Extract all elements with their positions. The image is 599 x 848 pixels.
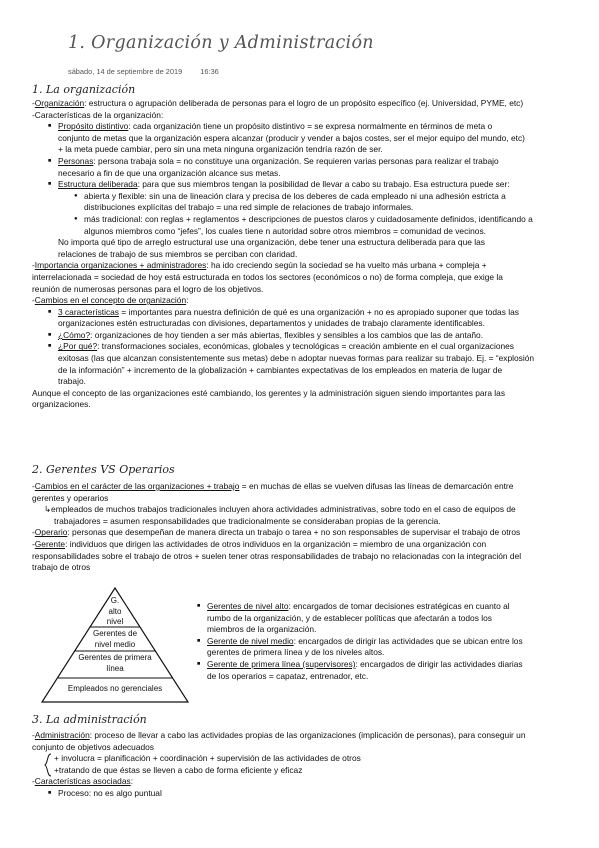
arrow-line <box>32 504 587 516</box>
org-definition: -Organización: estructura o agrupación deliberada de personas para el logro de un propósito específico (ej. Universidad, PYME, etc) <box>32 98 524 108</box>
op-text: : personas que desempeñan de manera directa un trabajo o tarea + no son responsables de supervisar el trabajo de otros <box>67 527 521 538</box>
caract-heading: -Características de la organización: <box>32 109 164 120</box>
ad-l2: conjunto de objetivos adecuados <box>32 741 154 752</box>
lv2-l2: gerentes de primera línea y de los niveles altos. <box>207 647 385 658</box>
changes-heading: -Cambios en el concepto de organización: <box>32 295 189 306</box>
brace-group <box>32 753 587 776</box>
section-heading-3: 3. La administración <box>32 713 147 726</box>
section-2-body <box>32 481 587 574</box>
ad-l1: : proceso de llevar a cabo las actividades propias de las organizaciones (implicación de personas), para conseguir un <box>89 730 526 740</box>
b1-l1: : cada organización tiene un propósito distintivo = se expresa normalmente en términos de meta o <box>128 121 493 132</box>
sub-item: ● abierta y flexible: sin una de lineación clara y precisa de los deberes de cada empleado ni una adhesión estricta a <box>84 191 587 203</box>
imp-l3: reunión de numerosas personas para el logro de los objetivos. <box>32 283 264 294</box>
pyramid-middle <box>75 629 155 650</box>
b2-l2: necesario a fin de que una organización alcance sus metas. <box>58 167 281 178</box>
ge-l3: trabajo de otros <box>32 562 91 573</box>
lv2-label: Gerente de nivel medio <box>207 635 294 646</box>
section-heading-1: 1. La organización <box>32 83 136 96</box>
arr-l1: empleados de muchos trabajos tradicionales incluyen ahora actividades administrativas, sobre todo en el caso de equipos de <box>51 504 516 515</box>
b3-l1: : para que sus miembros tengan la posibilidad de llevar a cabo su trabajo. Esa estructura puede ser: <box>137 179 510 190</box>
caract-assoc: -Características asociadas: <box>32 776 134 787</box>
list-item <box>207 601 587 613</box>
org-text: : estructura o agrupación deliberada de personas para el logro de un propósito específico (ej. Universidad, PYME, etc) <box>84 98 524 108</box>
sub-list <box>32 191 587 237</box>
changes-list <box>32 307 587 388</box>
d1-l2: organizaciones estén estructuradas con divisiones, departamentos y unidades de trabajo claramente identificables. <box>58 318 485 329</box>
b1-label: Propósito distintivo <box>58 121 129 132</box>
list-item: ■ Proceso: no es algo puntual <box>58 788 587 800</box>
lv1-l1: : encargados de tomar decisiones estratégicas en cuanto al <box>288 601 510 611</box>
lv3-label: Gerente de primera línea (supervisores) <box>207 658 356 669</box>
pyr-1: alto <box>108 606 122 616</box>
op-label: Operario <box>34 527 68 538</box>
pyramid-top <box>95 596 135 628</box>
pyr-6: línea <box>106 663 124 673</box>
ge-l2: responsabilidades sobre el trabajo de otros + suelen tener otras responsabilidades de trabajo no relacionadas con la integración del <box>32 550 522 561</box>
imp-l2: interrelacionada = sociedad de hoy está estructurada en todos los sectores (económicos o no) de forma compleja, que exige la <box>32 271 503 282</box>
d3-l3: de la información” + incremento de la globalización + cambiantes expectativas de los empleados en materia de lugar de <box>58 364 503 375</box>
lv1-l2: rumbo de la organización, y de establecer políticas que afectarán a todos los <box>207 612 492 623</box>
admin-line: -Administración: proceso de llevar a cabo las actividades propias de las organizaciones (implicación de personas), para conseguir un <box>32 730 526 740</box>
org-label: Organización <box>34 98 85 108</box>
d2-label: ¿Cómo? <box>58 329 91 340</box>
n-l2: relaciones de trabajo de sus miembros se perciban con claridad. <box>58 248 298 259</box>
page-date: sábado, 14 de septiembre de 2019 <box>68 67 183 76</box>
c2-l2: algunos miembros como “jefes”, los cuales tiene n autoridad sobre otros miembros = comunidad de vecinos. <box>84 225 486 236</box>
gerente-line: -Gerente: individuos que dirigen las actividades de otros individuos en la organización = miembro de una organización con <box>32 538 487 549</box>
n-l1: No importa qué tipo de arreglo estructural use una organización, debe tener una estructura deliberada para que las <box>58 237 485 248</box>
pyr-5: Gerentes de primera <box>78 653 152 662</box>
end-l1: Aunque el concepto de las organizaciones esté cambiando, los gerentes y la administración siguen siendo importantes para las <box>32 387 506 398</box>
br-l1: + involucra = planificación + coordinación + supervisión de las actividades de otros <box>54 753 361 764</box>
br-l2: +tratando de que éstas se lleven a cabo de forma eficiente y eficaz <box>54 764 303 775</box>
section-1-body <box>32 98 587 411</box>
lv2-l1: : encargados de dirigir las actividades que se ubican entre los <box>293 635 523 646</box>
pyramid-first-line <box>58 653 172 674</box>
d3-label: ¿Por qué? <box>58 341 98 352</box>
list-item <box>58 330 587 342</box>
b2-l1: : persona trabaja sola = no constituye una organización. Se requieren varias personas para realizar el trabajo <box>93 155 499 166</box>
lv3-l2: de los operarios = capataz, entrenador, etc. <box>207 670 369 681</box>
ge-l1: : individuos que dirigen las actividades de otros individuos en la organización = miembro de una organización con <box>65 538 487 549</box>
section-3-body <box>32 730 587 800</box>
lv1-label: Gerentes de nivel alto <box>207 601 289 611</box>
list-item <box>58 121 587 133</box>
b1-l2: conjunto de metas que la organización espera alcanzar (producir y vender a bajos costes, ser el mejor equipo del mundo, etc) <box>58 132 525 143</box>
ge-label: Gerente <box>34 538 66 549</box>
page-title: 1. Organización y Administración <box>68 33 374 53</box>
operario-line: -Operario: personas que desempeñan de manera directa un trabajo o tarea + no son responsables de supervisar el trabajo de otros <box>32 527 521 538</box>
c1-l2: distribuciones explícitas del trabajo = una red simple de relaciones de trabajo informales. <box>84 202 414 213</box>
note <box>32 237 587 260</box>
importance: -Importancia organizaciones + administradores: ha ido creciendo según la sociedad se ha vuelto más urbana + compleja + <box>32 260 487 271</box>
cc-label: Cambios en el carácter de las organizaciones + trabajo <box>34 481 240 491</box>
imp-label: Importancia organizaciones + administradores <box>34 260 207 271</box>
lv1-l3: miembros de la organización. <box>207 624 317 635</box>
list-item <box>58 341 587 353</box>
d3-l2: exitosas (las que alcanzan consistentemente sus metas) debe n adoptar nuevas formas para realizar su trabajo. Ej. = “explosión <box>58 353 535 364</box>
bullet-list <box>32 121 587 191</box>
list-item <box>58 307 587 319</box>
sub-item: ● más tradicional: con reglas + reglamentos + descripciones de puestos claros y cuidadosamente definidos, identificando a <box>84 214 587 226</box>
arr-l2: trabajadores = asumen responsabilidades que tradicionalmente se consideraban propias de la gerencia. <box>54 515 441 526</box>
cc-l1: = en muchas de ellas se vuelven difusas las líneas de demarcación entre <box>239 481 514 491</box>
pyr-3: Gerentes de <box>92 629 138 638</box>
list-item <box>207 636 587 648</box>
imp-l1: : ha ido creciendo según la sociedad se ha vuelto más urbana + compleja + <box>206 260 487 271</box>
d2-l1: : organizaciones de hoy tienden a ser más abiertas, flexibles y sensibles a los cambios que las de antaño. <box>90 329 484 340</box>
return-arrow-icon: ↳ <box>44 504 52 515</box>
ad-label: Administración <box>34 730 90 740</box>
b3-label: Estructura deliberada <box>58 179 138 190</box>
ca-label: Características asociadas <box>34 776 131 787</box>
hierarchy-pyramid <box>40 586 190 704</box>
list-item <box>58 156 587 168</box>
cc-line: -Cambios en el carácter de las organizaciones + trabajo = en muchas de ellas se vuelven difusas las líneas de demarcación entre <box>32 481 514 491</box>
d1-l1: = importantes para nuestra definición de qué es una organización + no es apropiado suponer que todas las <box>118 306 519 317</box>
page-meta <box>68 66 235 78</box>
section-heading-2: 2. Gerentes VS Operarios <box>32 463 175 476</box>
d3-l4: trabajo. <box>58 376 86 387</box>
list-item <box>207 659 587 671</box>
end-l2: organizaciones. <box>32 399 91 410</box>
d3-l1: : transformaciones sociales, económicas, globales y tecnológicas = creación ambiente en el cual organizaciones <box>97 341 514 352</box>
pyr-4: nivel medio <box>94 639 136 649</box>
pyramid-base: Empleados no gerenciales <box>67 684 163 693</box>
brace-icon <box>44 753 52 777</box>
assoc-list <box>32 788 587 800</box>
pyr-2: nivel <box>106 617 124 626</box>
b1-l3: + la meta puede cambiar, pero sin una meta ninguna organización tendría razón de ser. <box>58 144 383 155</box>
list-item <box>58 179 587 191</box>
cc-l2: gerentes y operarios <box>32 492 109 503</box>
page-time: 16:36 <box>200 67 219 76</box>
d1-label: 3 características <box>58 306 119 317</box>
levels-list <box>207 601 587 682</box>
cam-label: Cambios en el concepto de organización <box>34 295 187 306</box>
pyr-0: G. <box>110 596 120 605</box>
lv3-l1: : encargados de dirigir las actividades diarias <box>355 658 523 669</box>
b2-label: Personas <box>58 155 94 166</box>
